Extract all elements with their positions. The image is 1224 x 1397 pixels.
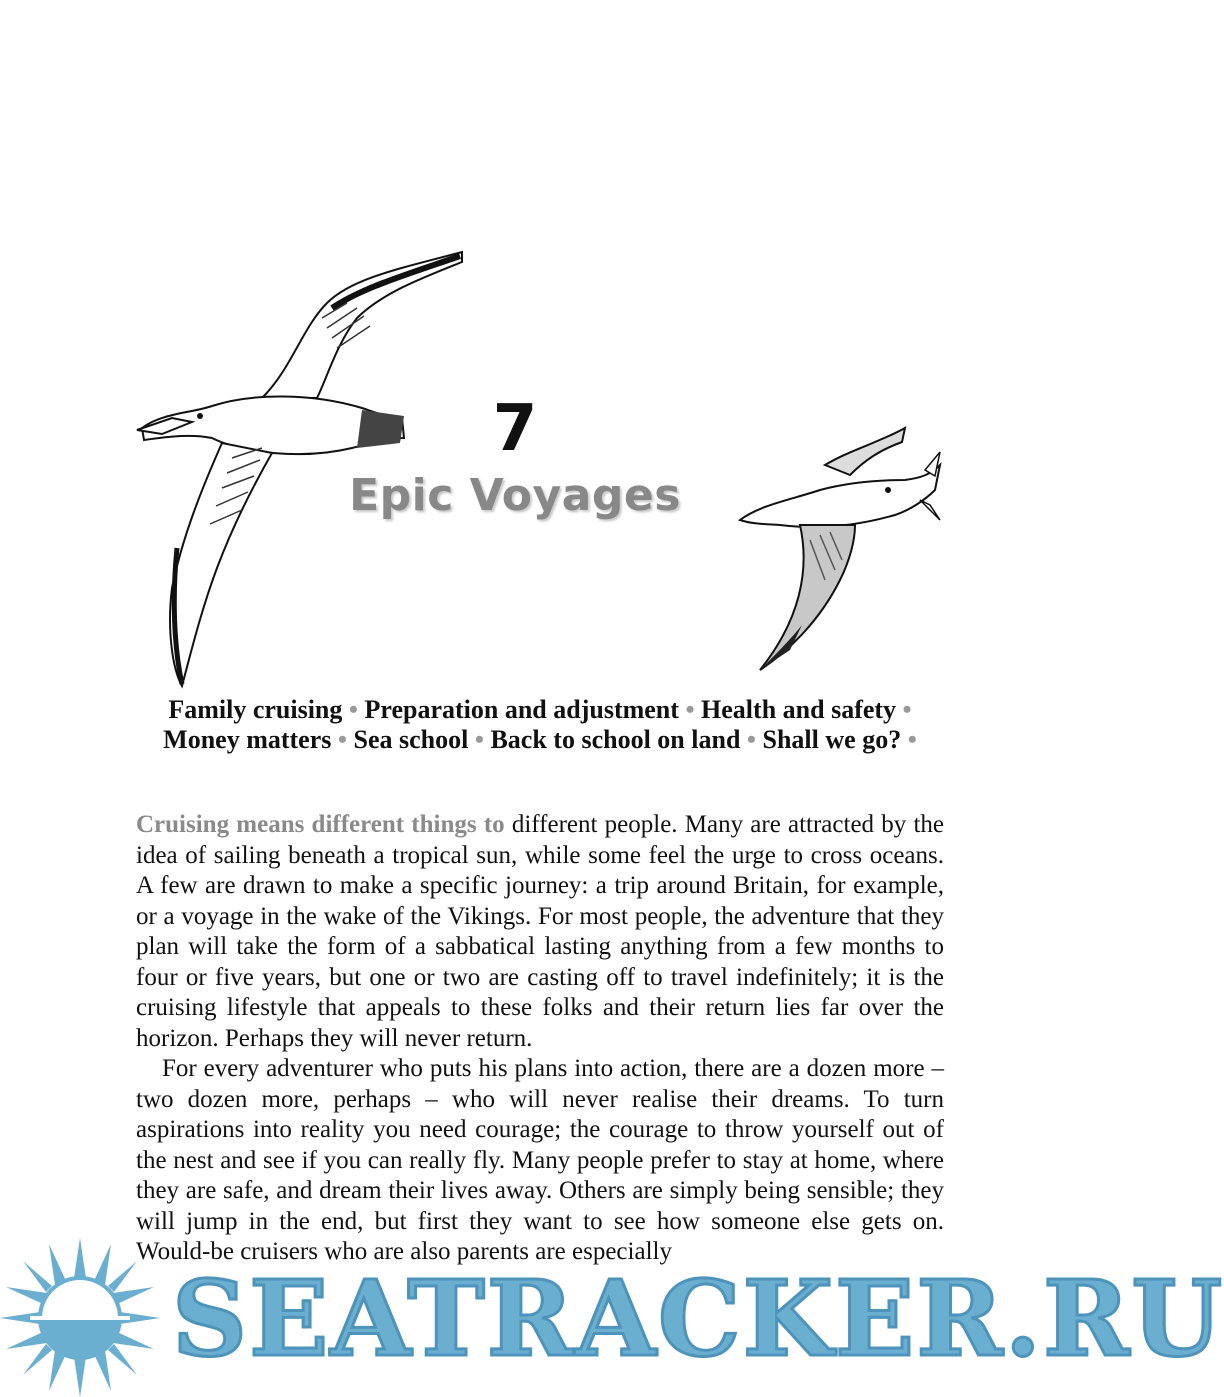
- topic-separator: •: [685, 695, 695, 724]
- sun-icon: [0, 1238, 160, 1397]
- topic-separator: •: [337, 725, 347, 754]
- topic-item: Preparation and adjustment: [364, 695, 679, 724]
- topic-item: Back to school on land: [490, 725, 741, 754]
- topic-item: Family cruising: [168, 695, 343, 724]
- topic-item: Shall we go?: [762, 725, 902, 754]
- paragraph-1: [136, 810, 944, 1054]
- paragraph-2: For every adventurer who puts his plans into action, there are a dozen more – two dozen more, perhaps – who will never realise their dreams. To turn aspirations into reality you need courage; the courage to throw yourself out of the nest and see if you can really fly. Many people prefer to stay at home, where they are safe, and dream their lives away. Others are simply being sensible; they will jump in the end, but first they want to see how someone else gets on. Would-be cruisers who are also parents are especially: [136, 1055, 944, 1265]
- topic-separator: •: [746, 725, 757, 754]
- chapter-topics: [100, 695, 980, 755]
- topic-item: Money matters: [163, 725, 332, 754]
- chapter-number: 7: [492, 392, 538, 466]
- topic-item: Health and safety: [701, 695, 897, 724]
- topic-item: Sea school: [353, 725, 469, 754]
- albatross-illustration-left: [132, 248, 472, 688]
- topics-line-2: [100, 725, 980, 755]
- topics-line-1: [100, 695, 980, 725]
- paragraph-1-text: different people. Many are attracted by the idea of sailing beneath a tropical sun, while some feel the urge to cross oceans. A few are drawn to make a specific journey: a trip around Britain, for example, or a voyage in the wake of the Vikings. For most people, the adventure that they plan will take the form of a sabbatical lasting anything from a few months to four or five years, but one or two are casting off to travel indefinitely; it is the cruising lifestyle that appeals to these folks and their return lies far over the horizon. Perhaps they will never return.: [136, 811, 944, 1052]
- topic-separator: •: [474, 725, 484, 754]
- chapter-title: Epic Voyages: [349, 470, 681, 521]
- topic-separator: •: [902, 695, 912, 724]
- topic-separator: •: [348, 695, 358, 724]
- watermark: [0, 1238, 1224, 1397]
- chapter-body: [136, 810, 944, 1268]
- lead-in-text: Cruising means different things to: [136, 811, 505, 838]
- topic-separator: •: [907, 725, 917, 754]
- watermark-text: SEATRACKER.RU: [172, 1257, 1224, 1380]
